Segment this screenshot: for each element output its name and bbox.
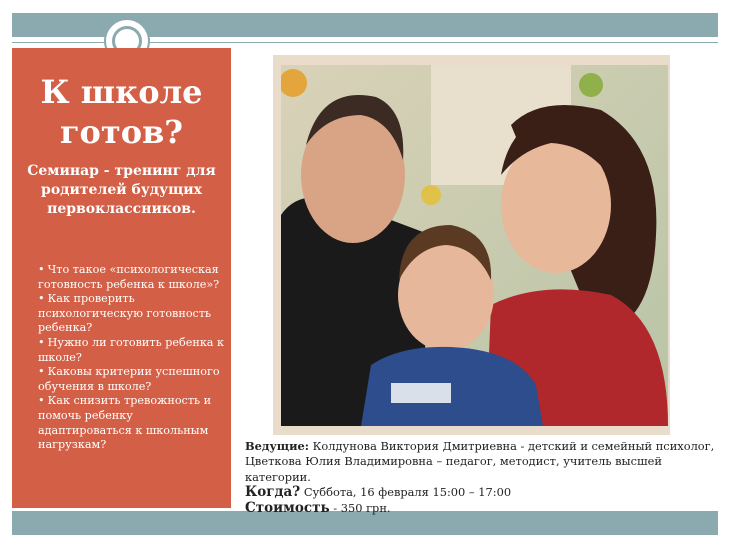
seminar-subtitle: Семинар - тренинг для родителей будущих первоклассников. <box>27 163 216 217</box>
left-info-panel <box>12 48 231 508</box>
topic-list <box>38 263 228 453</box>
list-item: • Каковы критерии успешного обучения в школе? <box>38 365 220 393</box>
list-item: • Что такое «психологическая готовность ребенка к школе»? <box>38 263 220 291</box>
page-title: К школе готов? <box>40 73 203 151</box>
list-item: • Нужно ли готовить ребенка к школе? <box>38 335 225 364</box>
when-line: Когда? Суббота, 16 февраля 15:00 – 17:00 <box>245 484 512 501</box>
list-item: • Как снизить тревожность и помочь ребенку адаптироваться к школьным нагрузкам? <box>38 394 212 452</box>
family-photo <box>281 65 668 426</box>
hosts-line-1: Ведущие: Колдунова Виктория Дмитриевна - детский и семейный психолог, <box>245 439 715 453</box>
event-details <box>245 439 725 516</box>
hosts-line-2: Цветкова Юлия Владимировна – педагог, методист, учитель высшей категории. <box>245 454 662 484</box>
list-item: • Как проверить психологическую готовность ребенка? <box>38 292 212 335</box>
cost-line: Стоимость - 350 грн. <box>245 499 391 516</box>
